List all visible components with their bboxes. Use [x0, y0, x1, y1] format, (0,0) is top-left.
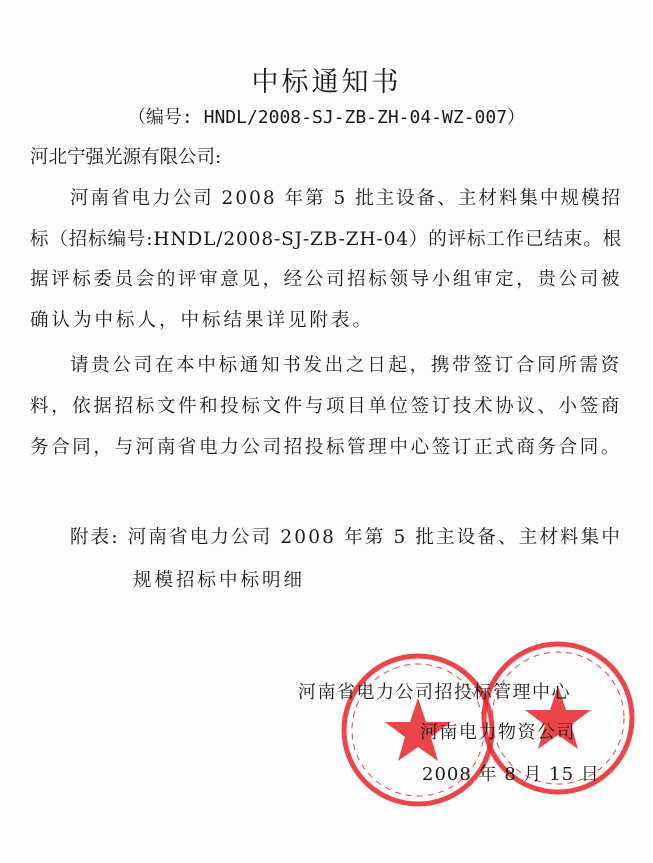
paragraph1-line: 确认为中标人，中标结果详见附表。 — [30, 310, 375, 331]
attachment-line: 规模招标中标明细 — [133, 570, 306, 591]
paragraph2-line: 务合同，与河南省电力公司招投标管理中心签订正式商务合同。 — [30, 437, 622, 458]
paragraph2-line: 请贵公司在本中标通知书发出之日起，携带签订合同所需资 — [70, 355, 622, 376]
attachment-line: 附表: 河南省电力公司 2008 年第 5 批主设备、主材料集中 — [70, 527, 622, 548]
document-number: （编号: HNDL/2008-SJ-ZB-ZH-04-WZ-007） — [127, 107, 526, 128]
issue-date: 2008 年 8 月 15 日 — [422, 764, 600, 785]
paragraph1-line: 河南省电力公司 2008 年第 5 批主设备、主材料集中规模招 — [70, 188, 622, 209]
salutation: 河北宁强光源有限公司: — [30, 147, 222, 168]
document-title: 中标通知书 — [251, 67, 402, 98]
paragraph1-line: 据评标委员会的评审意见，经公司招标领导小组审定，贵公司被 — [30, 269, 622, 290]
paragraph1-line: 标（招标编号:HNDL/2008-SJ-ZB-ZH-04）的评标工作已结束。根 — [30, 229, 622, 250]
issuer-bidding-center: 河南省电力公司招投标管理中心 — [298, 682, 571, 703]
issuer-materials-company: 河南电力物资公司 — [420, 722, 576, 743]
paragraph2-line: 料，依据招标文件和投标文件与项目单位签订技术协议、小签商 — [30, 396, 622, 417]
